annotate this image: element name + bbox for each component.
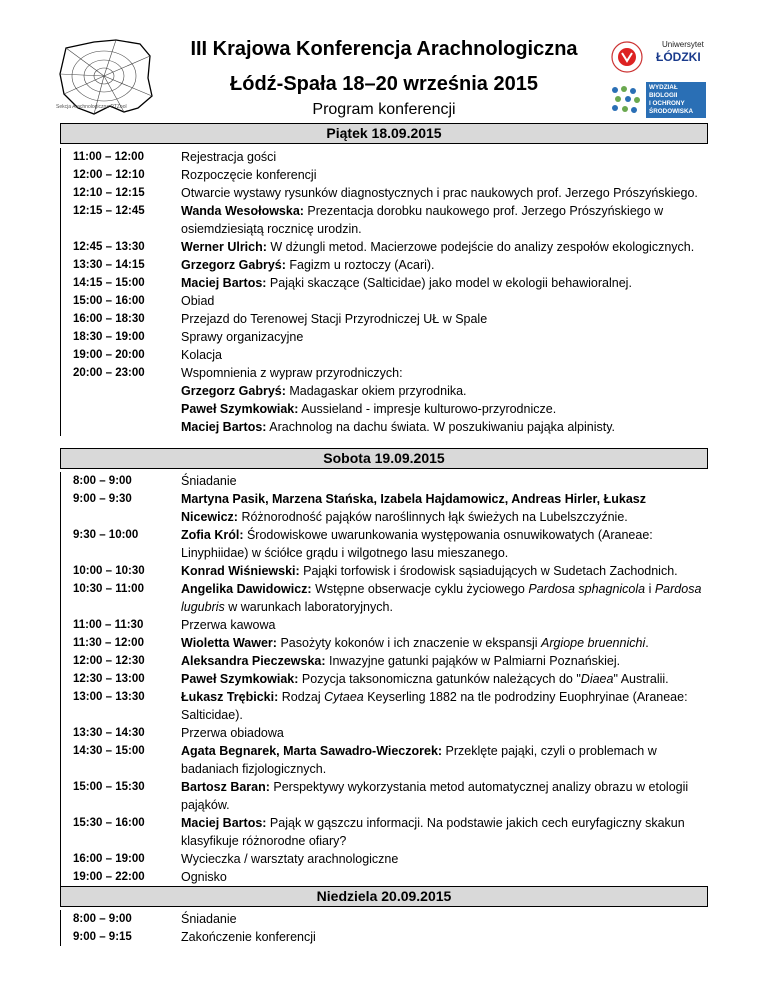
schedule-row <box>61 382 708 400</box>
event-text: Perspektywy wykorzystania metod automatycznej analizy obrazu w etologii pająków. <box>181 780 689 812</box>
time-slot: 12:15 – 12:45 <box>73 205 145 217</box>
day-header-sunday: Niedziela 20.09.2015 <box>60 886 708 907</box>
faculty-line: ŚRODOWISKA <box>649 108 694 115</box>
event-description <box>181 580 708 616</box>
faculty-line: BIOLOGII <box>649 92 678 99</box>
schedule-row <box>61 310 708 328</box>
species-name: Diaea <box>580 672 614 686</box>
schedule-row <box>61 562 708 580</box>
schedule-row <box>61 238 708 256</box>
time-slot: 8:00 – 9:00 <box>73 475 132 487</box>
time-slot: 12:00 – 12:10 <box>73 169 145 181</box>
event-description <box>181 382 708 400</box>
schedule-row <box>61 184 708 202</box>
event-text: Różnorodność pająków naroślinnych łąk świeżych na Lubelszczyźnie. <box>237 510 628 524</box>
schedule-row <box>61 670 708 688</box>
event-text: W dżungli metod. Macierzowe podejście do analizy zespołów ekologicznych. <box>266 240 695 254</box>
event-description <box>181 868 708 886</box>
schedule-row <box>61 328 708 346</box>
schedule-row <box>61 166 708 184</box>
time-slot: 15:30 – 16:00 <box>73 817 145 829</box>
event-description <box>181 202 708 238</box>
event-description <box>181 256 708 274</box>
schedule-row <box>61 400 708 418</box>
conference-dates: Łódź-Spała 18–20 września 2015 <box>230 73 538 95</box>
time-slot: 13:00 – 13:30 <box>73 691 145 703</box>
schedule-sunday <box>60 910 708 946</box>
event-text: Rozpoczęcie konferencji <box>181 168 317 182</box>
schedule-row <box>61 472 708 490</box>
time-slot: 12:10 – 12:15 <box>73 187 145 199</box>
event-description <box>181 400 708 418</box>
event-text: Przerwa kawowa <box>181 618 276 632</box>
speaker-name: Martyna Pasik, Marzena Stańska, Izabela Hajdamowicz, Andreas Hirler, Łukasz Nicewicz: <box>181 492 647 524</box>
species-name: Argiope bruennichi <box>540 636 646 650</box>
time-slot: 19:00 – 22:00 <box>73 871 145 883</box>
faculty-line: WYDZIAŁ <box>649 84 678 91</box>
event-text: Inwazyjne gatunki pająków w Palmiarni Poznańskiej. <box>325 654 621 668</box>
event-text: Kolacja <box>181 348 222 362</box>
speaker-name: Maciej Bartos: <box>181 420 267 434</box>
event-description <box>181 148 708 166</box>
schedule-row <box>61 364 708 382</box>
event-description <box>181 634 708 652</box>
faculty-box <box>646 82 706 118</box>
event-description <box>181 910 708 928</box>
time-slot <box>61 400 181 418</box>
event-text: Przerwa obiadowa <box>181 726 284 740</box>
event-text: Śniadanie <box>181 912 237 926</box>
event-description <box>181 310 708 328</box>
event-text: " Australii. <box>613 672 669 686</box>
speaker-name: Wanda Wesołowska: <box>181 204 304 218</box>
schedule-row <box>61 850 708 868</box>
schedule-row <box>61 526 708 562</box>
schedule-row <box>61 418 708 436</box>
schedule-row <box>61 580 708 616</box>
program-subtitle: Program konferencji <box>312 101 456 118</box>
schedule-saturday <box>60 472 708 886</box>
schedule-row <box>61 928 708 946</box>
event-description <box>181 346 708 364</box>
speaker-name: Bartosz Baran: <box>181 780 270 794</box>
event-text: Arachnolog na dachu świata. W poszukiwaniu pająka alpinisty. <box>266 420 616 434</box>
schedule-row <box>61 292 708 310</box>
event-text: . <box>645 636 649 650</box>
time-slot: 11:30 – 12:00 <box>73 637 144 649</box>
species-name: Pardosa sphagnicola <box>528 582 646 596</box>
event-description <box>181 652 708 670</box>
time-slot: 14:30 – 15:00 <box>73 745 145 757</box>
speaker-name: Aleksandra Pieczewska: <box>181 654 326 668</box>
event-description <box>181 274 708 292</box>
event-text: Wspomnienia z wypraw przyrodniczych: <box>181 366 403 380</box>
event-description <box>181 292 708 310</box>
time-slot: 10:00 – 10:30 <box>73 565 145 577</box>
event-text: Sprawy organizacyjne <box>181 330 304 344</box>
event-description <box>181 778 708 814</box>
schedule-row <box>61 910 708 928</box>
time-slot <box>61 382 181 400</box>
speaker-name: Maciej Bartos: <box>181 276 267 290</box>
event-text: Pająk w gąszczu informacji. Na podstawie jakich cech euryfagiczny skakun klasyfikuje różnorodne ofiary? <box>181 816 685 848</box>
time-slot: 13:30 – 14:15 <box>73 259 145 271</box>
event-description <box>181 562 708 580</box>
time-slot: 9:00 – 9:15 <box>73 931 132 943</box>
event-text: i <box>645 582 655 596</box>
event-text: w warunkach laboratoryjnych. <box>224 600 393 614</box>
faculty-biology-logo <box>610 82 710 118</box>
time-slot: 12:00 – 12:30 <box>73 655 145 667</box>
event-text: Rodzaj <box>278 690 325 704</box>
time-slot: 16:00 – 18:30 <box>73 313 145 325</box>
schedule-row <box>61 778 708 814</box>
speaker-name: Paweł Szymkowiak: <box>181 402 299 416</box>
schedule-row <box>61 742 708 778</box>
schedule-row <box>61 256 708 274</box>
time-slot: 12:30 – 13:00 <box>73 673 145 685</box>
time-slot: 12:45 – 13:30 <box>73 241 145 253</box>
speaker-name: Wioletta Wawer: <box>181 636 277 650</box>
event-description <box>181 472 708 490</box>
schedule-row <box>61 274 708 292</box>
event-description <box>181 742 708 778</box>
time-slot: 14:15 – 15:00 <box>73 277 145 289</box>
time-slot: 15:00 – 15:30 <box>73 781 145 793</box>
time-slot: 16:00 – 19:00 <box>73 853 145 865</box>
time-slot: 15:00 – 16:00 <box>73 295 145 307</box>
schedule-friday <box>60 148 708 436</box>
event-text: Wstępne obserwacje cyklu życiowego <box>311 582 529 596</box>
event-text: Środowiskowe uwarunkowania występowania osnuwikowatych (Araneae: Linyphiidae) w ściółce grądu i wilgotnego lasu mieszanego. <box>181 528 653 560</box>
event-text: Przejazd do Terenowej Stacji Przyrodniczej UŁ w Spale <box>181 312 488 326</box>
event-description <box>181 928 708 946</box>
schedule-row <box>61 634 708 652</box>
event-description <box>181 184 708 202</box>
page-header <box>0 0 768 122</box>
event-text: Madagaskar okiem przyrodnika. <box>285 384 467 398</box>
speaker-name: Maciej Bartos: <box>181 816 267 830</box>
time-slot: 20:00 – 23:00 <box>73 367 145 379</box>
time-slot: 19:00 – 20:00 <box>73 349 145 361</box>
time-slot: 11:00 – 11:30 <box>73 619 144 631</box>
time-slot: 10:30 – 11:00 <box>73 583 144 595</box>
university-lodz-logo <box>610 38 710 76</box>
schedule-row <box>61 652 708 670</box>
event-description <box>181 418 708 436</box>
schedule-row <box>61 148 708 166</box>
event-description <box>181 850 708 868</box>
event-text: Otwarcie wystawy rysunków diagnostycznych i prac naukowych prof. Jerzego Prószyńskiego. <box>181 186 698 200</box>
event-text: Prezentacja dorobku naukowego prof. Jerzego Prószyńskiego w osiemdziesiątą rocznicę urodzin. <box>181 204 664 236</box>
speaker-name: Grzegorz Gabryś: <box>181 258 286 272</box>
event-text: Keyserling 1882 na tle podrodziny Euophryinae (Araneae: Salticidae). <box>181 690 688 722</box>
time-slot: 9:00 – 9:30 <box>73 493 132 505</box>
time-slot <box>61 418 181 436</box>
speaker-name: Angelika Dawidowicz: <box>181 582 312 596</box>
event-text: Pająki skaczące (Salticidae) jako model w ekologii behawioralnej. <box>266 276 632 290</box>
event-text: Ognisko <box>181 870 227 884</box>
speaker-name: Werner Ulrich: <box>181 240 267 254</box>
day-header-friday: Piątek 18.09.2015 <box>60 123 708 144</box>
schedule-row <box>61 346 708 364</box>
speaker-name: Łukasz Trębicki: <box>181 690 279 704</box>
schedule-row <box>61 814 708 850</box>
event-description <box>181 616 708 634</box>
event-description <box>181 526 708 562</box>
university-seal-icon <box>610 40 644 74</box>
event-description <box>181 364 708 382</box>
schedule-row <box>61 724 708 742</box>
speaker-name: Grzegorz Gabryś: <box>181 384 286 398</box>
event-text: Pozycja taksonomiczna gatunków należących do " <box>298 672 581 686</box>
time-slot: 13:30 – 14:30 <box>73 727 145 739</box>
schedule-row <box>61 868 708 886</box>
event-text: Śniadanie <box>181 474 237 488</box>
event-text: Fagizm u roztoczy (Acari). <box>285 258 435 272</box>
logo-caption: Sekcja Arachnologiczna PTZool <box>56 104 127 110</box>
time-slot: 11:00 – 12:00 <box>73 151 144 163</box>
time-slot: 9:30 – 10:00 <box>73 529 139 541</box>
schedule-row <box>61 202 708 238</box>
schedule-row <box>61 490 708 526</box>
event-text: Aussieland - impresje kulturowo-przyrodnicze. <box>298 402 557 416</box>
schedule-row <box>61 616 708 634</box>
event-text: Pasożyty kokonów i ich znaczenie w ekspansji <box>276 636 541 650</box>
time-slot: 8:00 – 9:00 <box>73 913 132 925</box>
event-text: Rejestracja gości <box>181 150 277 164</box>
event-description <box>181 490 708 526</box>
dots-pattern-icon <box>610 84 642 116</box>
event-text: Przeklęte pająki, czyli o problemach w badaniach fizjologicznych. <box>181 744 657 776</box>
species-name: Pardosa lugubris <box>181 582 702 614</box>
event-description <box>181 328 708 346</box>
event-text: Zakończenie konferencji <box>181 930 316 944</box>
event-description <box>181 688 708 724</box>
university-label-big: ŁÓDZKI <box>656 50 701 64</box>
schedule-row <box>61 688 708 724</box>
event-description <box>181 814 708 850</box>
speaker-name: Konrad Wiśniewski: <box>181 564 300 578</box>
conference-title: III Krajowa Konferencja Arachnologiczna <box>190 38 578 60</box>
event-description <box>181 238 708 256</box>
speaker-name: Zofia Król: <box>181 528 244 542</box>
university-label-small: Uniwersytet <box>662 40 704 49</box>
event-text: Pająki torfowisk i środowisk sąsiadujących w Sudetach Zachodnich. <box>299 564 678 578</box>
event-text: Wycieczka / warsztaty arachnologiczne <box>181 852 399 866</box>
event-text: Obiad <box>181 294 215 308</box>
event-description <box>181 670 708 688</box>
faculty-line: I OCHRONY <box>649 100 685 107</box>
speaker-name: Paweł Szymkowiak: <box>181 672 299 686</box>
time-slot: 18:30 – 19:00 <box>73 331 145 343</box>
day-header-saturday: Sobota 19.09.2015 <box>60 448 708 469</box>
speaker-name: Agata Begnarek, Marta Sawadro-Wieczorek: <box>181 744 443 758</box>
event-description <box>181 166 708 184</box>
species-name: Cytaea <box>324 690 364 704</box>
event-description <box>181 724 708 742</box>
